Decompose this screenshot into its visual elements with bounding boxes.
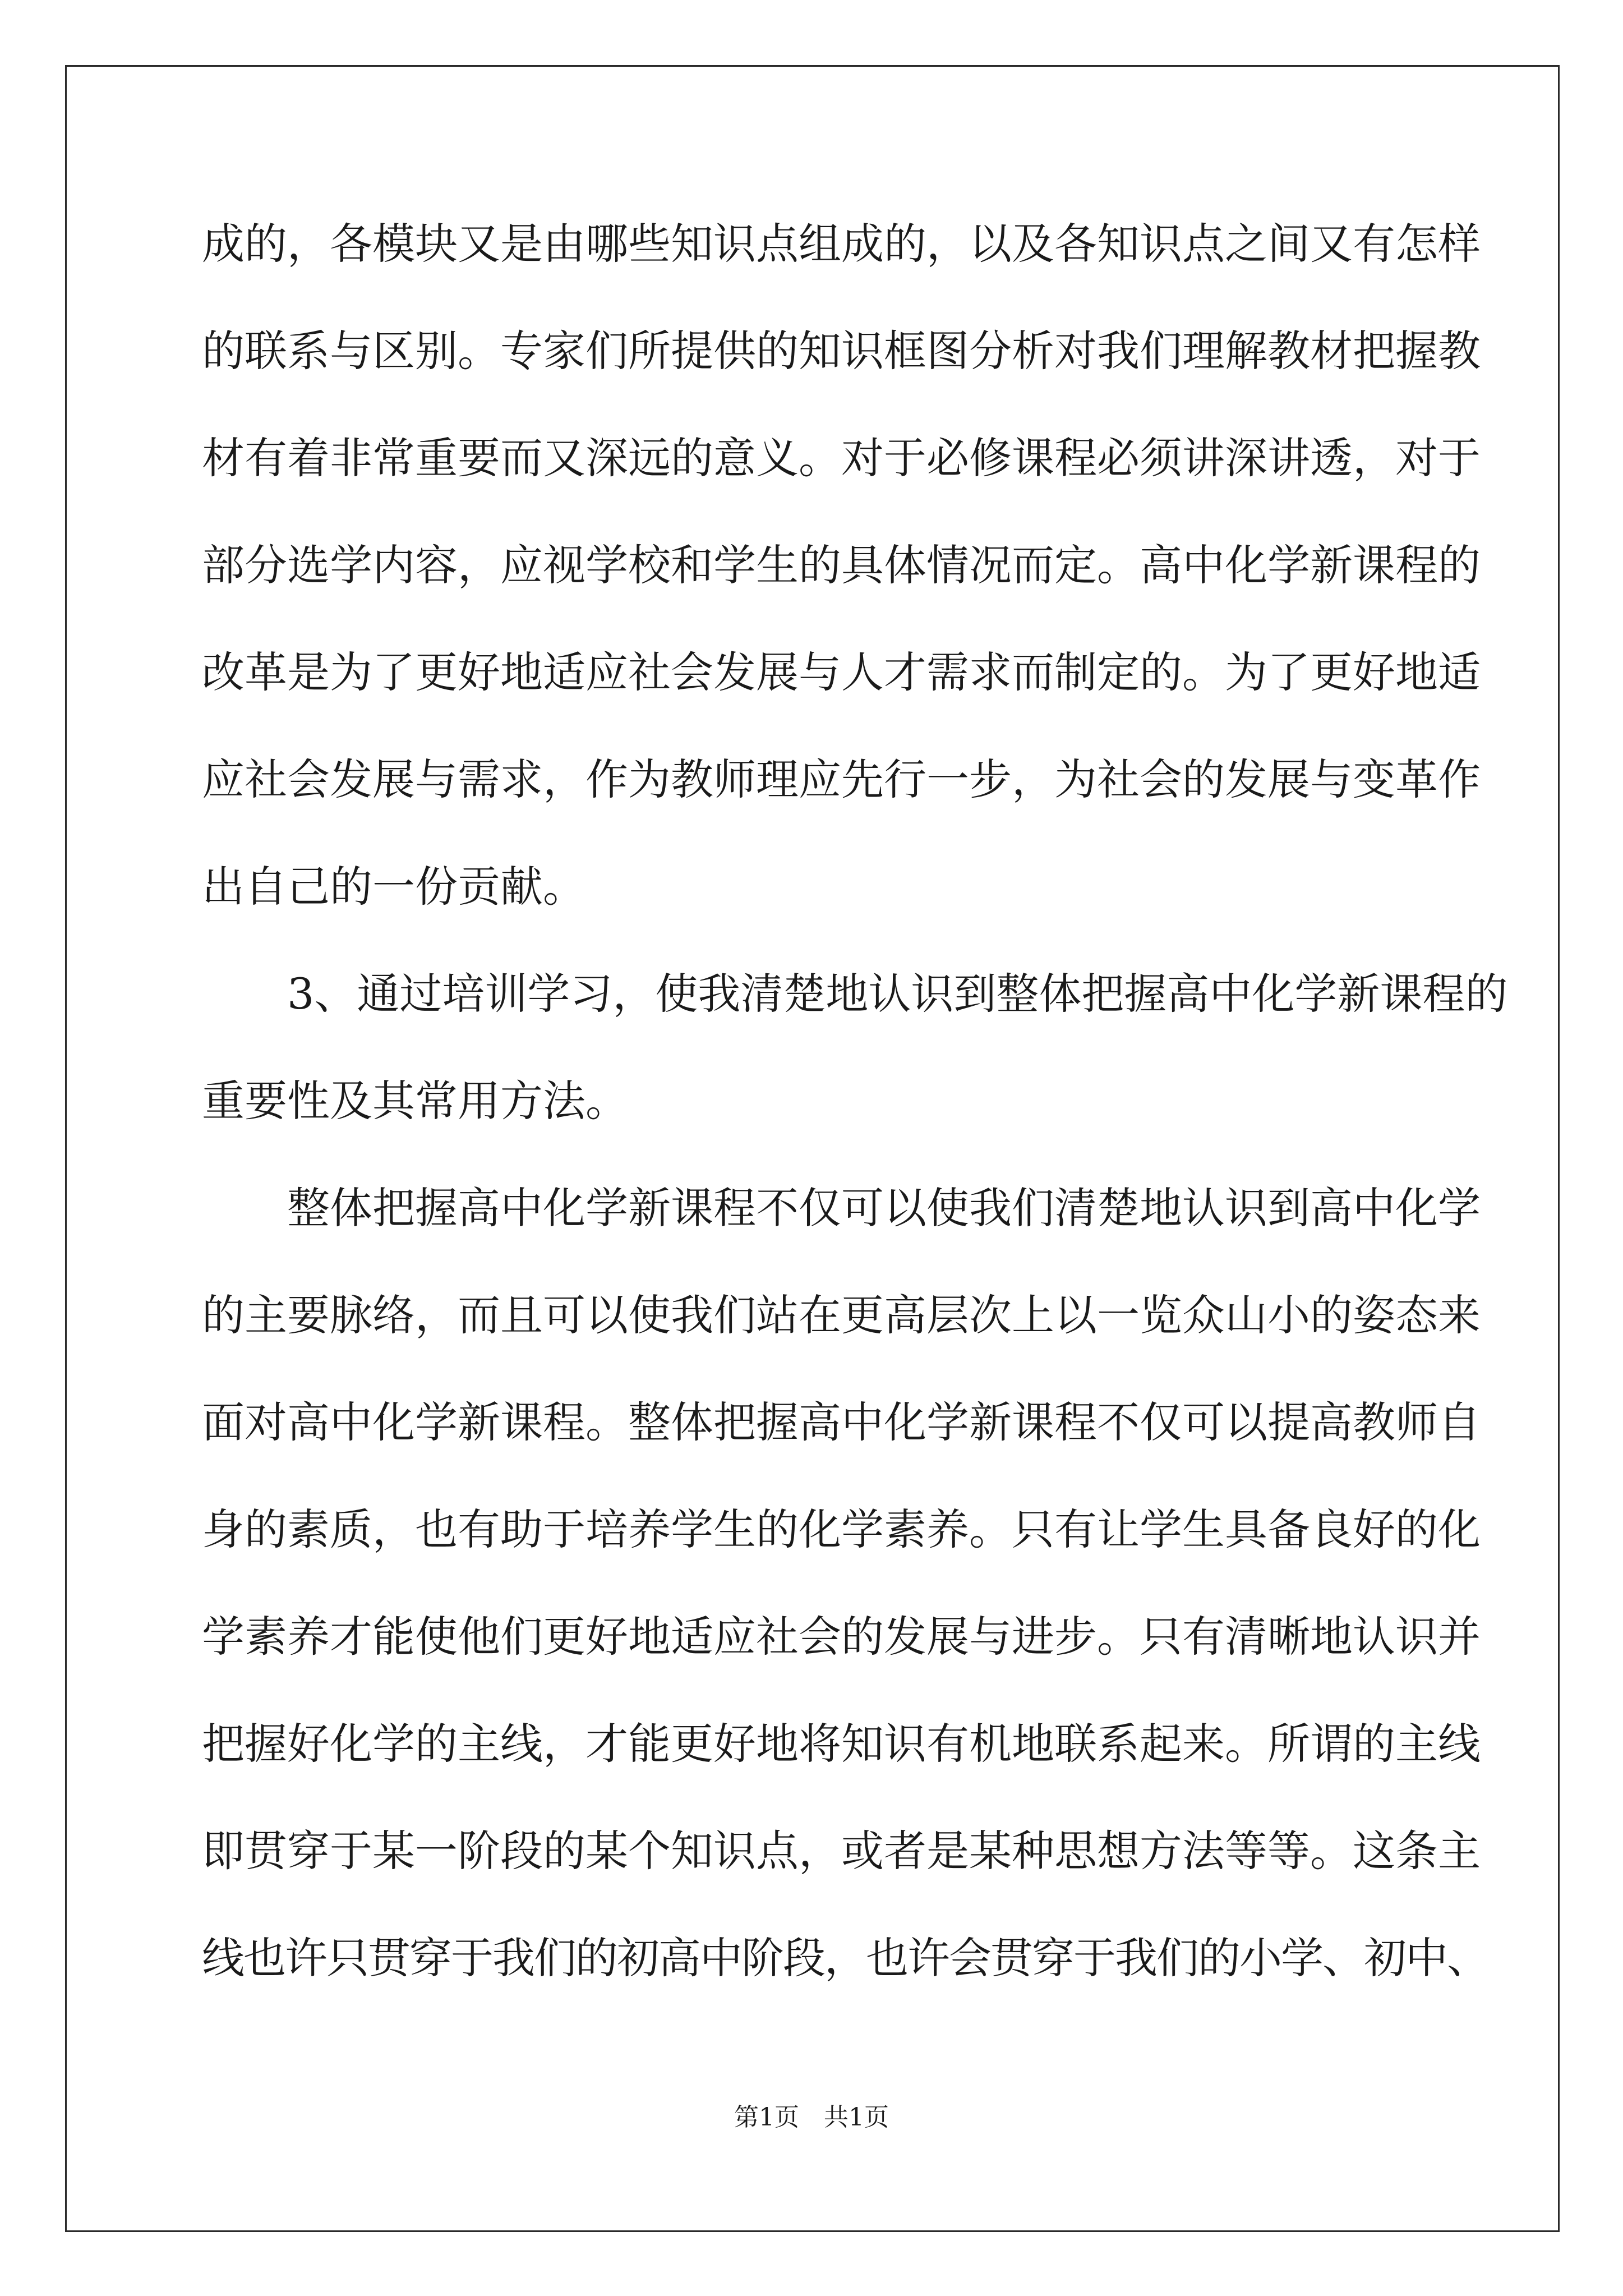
body-line: 面对高中化学新课程。整体把握高中化学新课程不仅可以提高教师自	[202, 1397, 1481, 1447]
body-line: 材有着非常重要而又深远的意义。对于必修课程必须讲深讲透，对于	[202, 433, 1481, 483]
body-line: 把握好化学的主线，才能更好地将知识有机地联系起来。所谓的主线	[202, 1719, 1481, 1769]
body-line: 的联系与区别。专家们所提供的知识框图分析对我们理解教材把握教	[202, 326, 1481, 376]
paragraph-end-line: 重要性及其常用方法。	[202, 1076, 628, 1126]
page-number-label: 第1页	[734, 2103, 799, 2132]
document-body	[202, 216, 1508, 2037]
body-line: 改革是为了更好地适应社会发展与人才需求而制定的。为了更好地适	[202, 647, 1481, 697]
page-footer	[0, 2101, 1623, 2134]
body-line: 线也许只贯穿于我们的初高中阶段，也许会贯穿于我们的小学、初中、	[202, 1933, 1488, 1983]
body-line: 身的素质，也有助于培养学生的化学素养。只有让学生具备良好的化	[202, 1504, 1481, 1554]
body-line: 的主要脉络，而且可以使我们站在更高层次上以一览众山小的姿态来	[202, 1290, 1481, 1340]
body-line: 成的，各模块又是由哪些知识点组成的，以及各知识点之间又有怎样	[202, 219, 1481, 269]
body-line: 学素养才能使他们更好地适应社会的发展与进步。只有清晰地认识并	[202, 1612, 1481, 1662]
body-line: 部分选学内容，应视学校和学生的具体情况而定。高中化学新课程的	[202, 540, 1481, 590]
paragraph-start-line: 3、通过培训学习，使我清楚地认识到整体把握高中化学新课程的	[287, 969, 1508, 1019]
page-total-label: 共1页	[824, 2103, 889, 2132]
paragraph-end-line: 出自己的一份贡献。	[202, 862, 585, 912]
body-line: 应社会发展与需求，作为教师理应先行一步，为社会的发展与变革作	[202, 754, 1481, 804]
body-line: 即贯穿于某一阶段的某个知识点，或者是某种思想方法等等。这条主	[202, 1826, 1481, 1876]
paragraph-start-line: 整体把握高中化学新课程不仅可以使我们清楚地认识到高中化学	[287, 1183, 1481, 1233]
